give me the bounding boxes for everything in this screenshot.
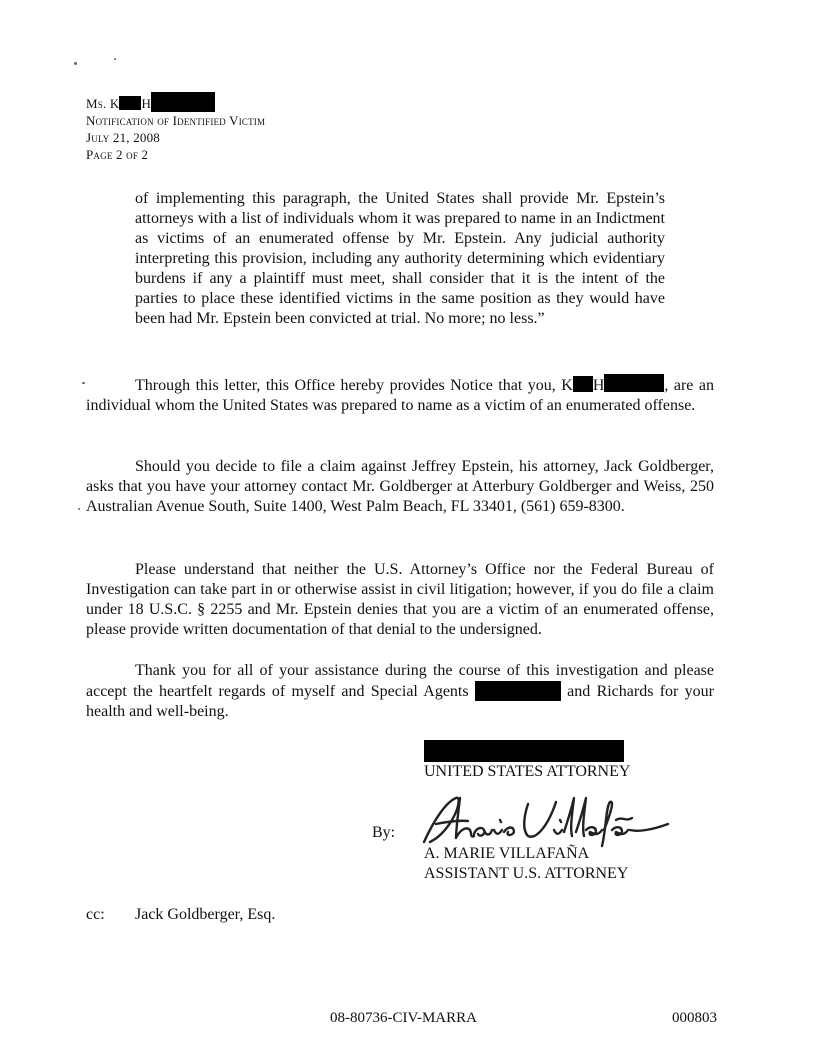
notice-text-mid: H	[592, 377, 605, 394]
quoted-paragraph: of implementing this paragraph, the United States shall provide Mr. Epstein’s attorneys with a list of individuals whom it was prepared to name in an Indictment as victims of an enumerated offense by Mr. Epstein. Any judicial authority interpreting this provision, including any authority determining which evidentiary burdens if any a plaintiff must meet, shall consider that it is the intent of the parties to place these identified victims in the same position as they would have been had Mr. Epstein been convicted at trial. No more; no less.”	[135, 190, 665, 327]
recipient-line	[86, 92, 265, 112]
cc-recipient: Jack Goldberger, Esq.	[135, 906, 276, 923]
scan-speck	[74, 62, 77, 65]
thanks-text-before: Thank you for all of your assistance during the course of this investigation and please accept the heartfelt regards of myself and Special Agents	[86, 662, 714, 700]
claim-text: Should you decide to file a claim against Jeffrey Epstein, his attorney, Jack Goldberger, asks that you have your attorney contact Mr. Goldberger at Atterbury Goldberger and Weiss, 250 Australian Avenue South, Suite 1400, West Palm Beach, FL 33401, (561) 659-8300.	[86, 458, 714, 515]
case-number: 08-80736-CIV-MARRA	[330, 1010, 477, 1026]
bates-number: 000803	[672, 1010, 717, 1026]
redaction-bar	[604, 374, 664, 392]
redaction-bar	[475, 681, 561, 701]
cc-line	[86, 906, 275, 924]
scan-speck	[82, 382, 85, 384]
signer-title: ASSISTANT U.S. ATTORNEY	[424, 865, 629, 882]
notice-text-before: Through this letter, this Office hereby provides Notice that you, K	[135, 377, 573, 394]
notice-paragraph	[86, 374, 714, 416]
redaction-bar	[151, 92, 215, 112]
cc-label: cc:	[86, 906, 105, 923]
letter-date: July 21, 2008	[86, 130, 161, 145]
signer-name: A. MARIE VILLAFAÑA	[424, 845, 590, 862]
recipient-prefix: Ms. K	[86, 96, 120, 111]
notice-text-after: , are an individual whom the United States was prepared to name as a victim of an enumerated offense.	[86, 377, 714, 414]
civil-litigation-text: Please understand that neither the U.S. Attorney’s Office nor the Federal Bureau of Investigation can take part in or otherwise assist in civil litigation; however, if you do file a claim under 18 U.S.C. § 2255 and Mr. Epstein denies that you are a victim of an enumerated offense, please provide written documentation of that denial to the undersigned.	[86, 561, 714, 638]
redaction-bar	[573, 376, 593, 392]
scan-speck	[78, 508, 80, 510]
notification-label: Notification of Identified Victim	[86, 113, 266, 128]
handwritten-signature	[416, 790, 676, 850]
recipient-mid: H	[141, 96, 152, 111]
claim-paragraph	[86, 457, 714, 517]
thanks-text-after: and Richards for your health and well-being.	[86, 683, 715, 720]
scan-speck	[114, 58, 116, 60]
thanks-paragraph	[86, 661, 714, 722]
civil-litigation-paragraph	[86, 560, 714, 640]
by-label: By:	[372, 824, 396, 841]
letter-header	[86, 92, 265, 163]
redaction-bar	[119, 96, 141, 110]
redaction-bar	[424, 740, 624, 762]
page-label: Page 2 of 2	[86, 147, 149, 162]
office-title: UNITED STATES ATTORNEY	[424, 763, 631, 780]
